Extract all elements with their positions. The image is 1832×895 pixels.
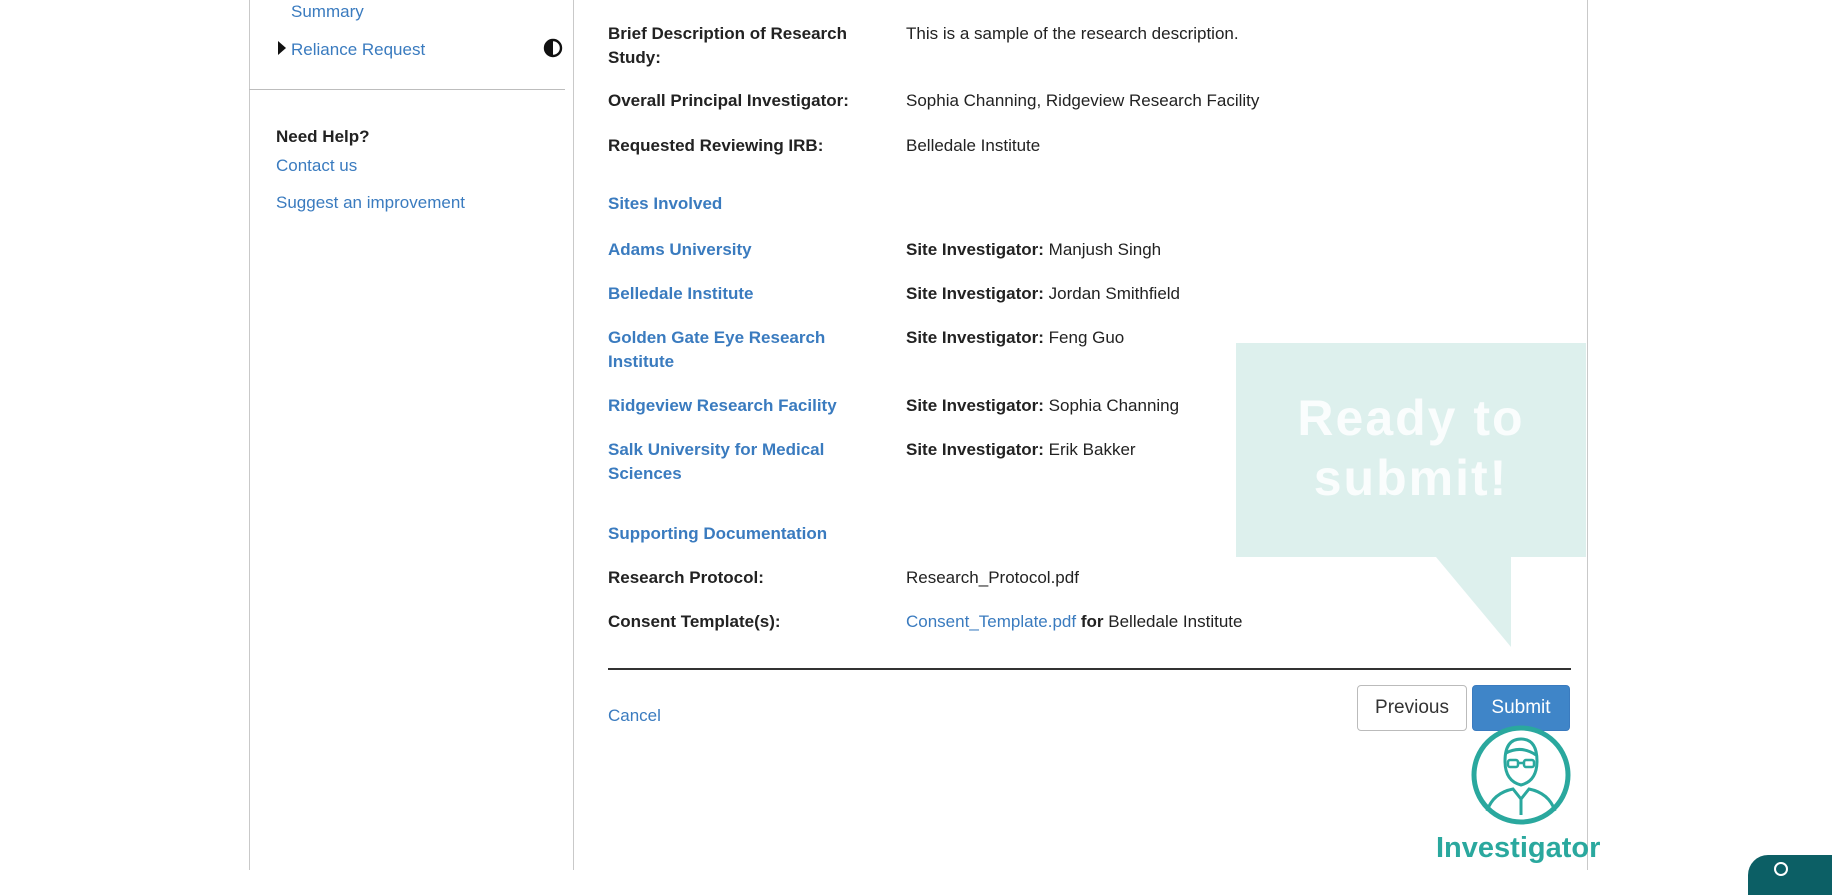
contrast-icon[interactable] — [543, 38, 563, 58]
site-investigator — [906, 238, 1161, 262]
protocol-file-link[interactable]: Research_Protocol.pdf — [906, 568, 1079, 587]
sidebar-right-border — [573, 0, 574, 870]
site-investigator-label: Site Investigator: — [906, 440, 1044, 459]
investigator-role-label: Investigator — [1436, 832, 1601, 864]
documentation-heading: Supporting Documentation — [608, 524, 828, 543]
consent-label: Consent Template(s): — [608, 612, 781, 631]
pi-label: Overall Principal Investigator: — [608, 91, 849, 110]
site-investigator-label: Site Investigator: — [906, 240, 1044, 259]
caret-right-icon[interactable] — [278, 41, 286, 55]
site-investigator-name: Feng Guo — [1048, 328, 1125, 347]
site-investigator-label: Site Investigator: — [906, 284, 1044, 303]
help-launcher-icon[interactable] — [1774, 862, 1788, 876]
site-investigator-label: Site Investigator: — [906, 328, 1044, 347]
site-investigator — [906, 394, 1179, 418]
site-investigator — [906, 326, 1124, 350]
contact-us-link[interactable]: Contact us — [276, 156, 358, 175]
site-investigator-name: Manjush Singh — [1048, 240, 1162, 259]
site-investigator-label: Site Investigator: — [906, 396, 1044, 415]
consent-site: Belledale Institute — [1108, 612, 1243, 631]
sidebar-item-summary[interactable]: Summary — [291, 2, 364, 21]
consent-file-link[interactable]: Consent_Template.pdf — [906, 612, 1077, 631]
help-launcher[interactable] — [1748, 855, 1832, 895]
cancel-link[interactable]: Cancel — [608, 706, 661, 725]
description-label: Brief Description of Research Study: — [608, 24, 848, 67]
site-investigator — [906, 438, 1136, 462]
previous-button[interactable]: Previous — [1357, 685, 1467, 731]
sidebar — [249, 0, 573, 870]
site-investigator-name: Erik Bakker — [1048, 440, 1136, 459]
sites-heading: Sites Involved — [608, 194, 723, 213]
site-name[interactable]: Golden Gate Eye Research Institute — [608, 328, 826, 371]
pi-value: Sophia Channing, Ridgeview Research Facility — [906, 91, 1260, 110]
consent-for-word: for — [1080, 612, 1104, 631]
protocol-label: Research Protocol: — [608, 568, 764, 587]
actions-divider — [608, 668, 1571, 670]
site-investigator — [906, 282, 1180, 306]
site-name[interactable]: Adams University — [608, 240, 752, 259]
site-investigator-name: Sophia Channing — [1048, 396, 1180, 415]
tutorial-bubble-text: Ready to submit! — [1297, 390, 1525, 506]
investigator-avatar-icon — [1469, 723, 1573, 827]
sidebar-item-reliance-request[interactable]: Reliance Request — [291, 40, 426, 59]
site-name[interactable]: Belledale Institute — [608, 284, 754, 303]
description-value: This is a sample of the research description. — [906, 24, 1239, 43]
irb-label: Requested Reviewing IRB: — [608, 136, 824, 155]
site-name[interactable]: Ridgeview Research Facility — [608, 396, 837, 415]
help-heading: Need Help? — [276, 127, 370, 146]
sidebar-divider — [249, 89, 565, 90]
content-right-border — [1587, 0, 1588, 870]
irb-value: Belledale Institute — [906, 136, 1041, 155]
site-investigator-name: Jordan Smithfield — [1048, 284, 1180, 303]
submit-button[interactable]: Submit — [1472, 685, 1570, 731]
suggest-improvement-link[interactable]: Suggest an improvement — [276, 193, 465, 212]
tutorial-bubble-tail — [1436, 557, 1511, 647]
site-name[interactable]: Salk University for Medical Sciences — [608, 440, 825, 483]
